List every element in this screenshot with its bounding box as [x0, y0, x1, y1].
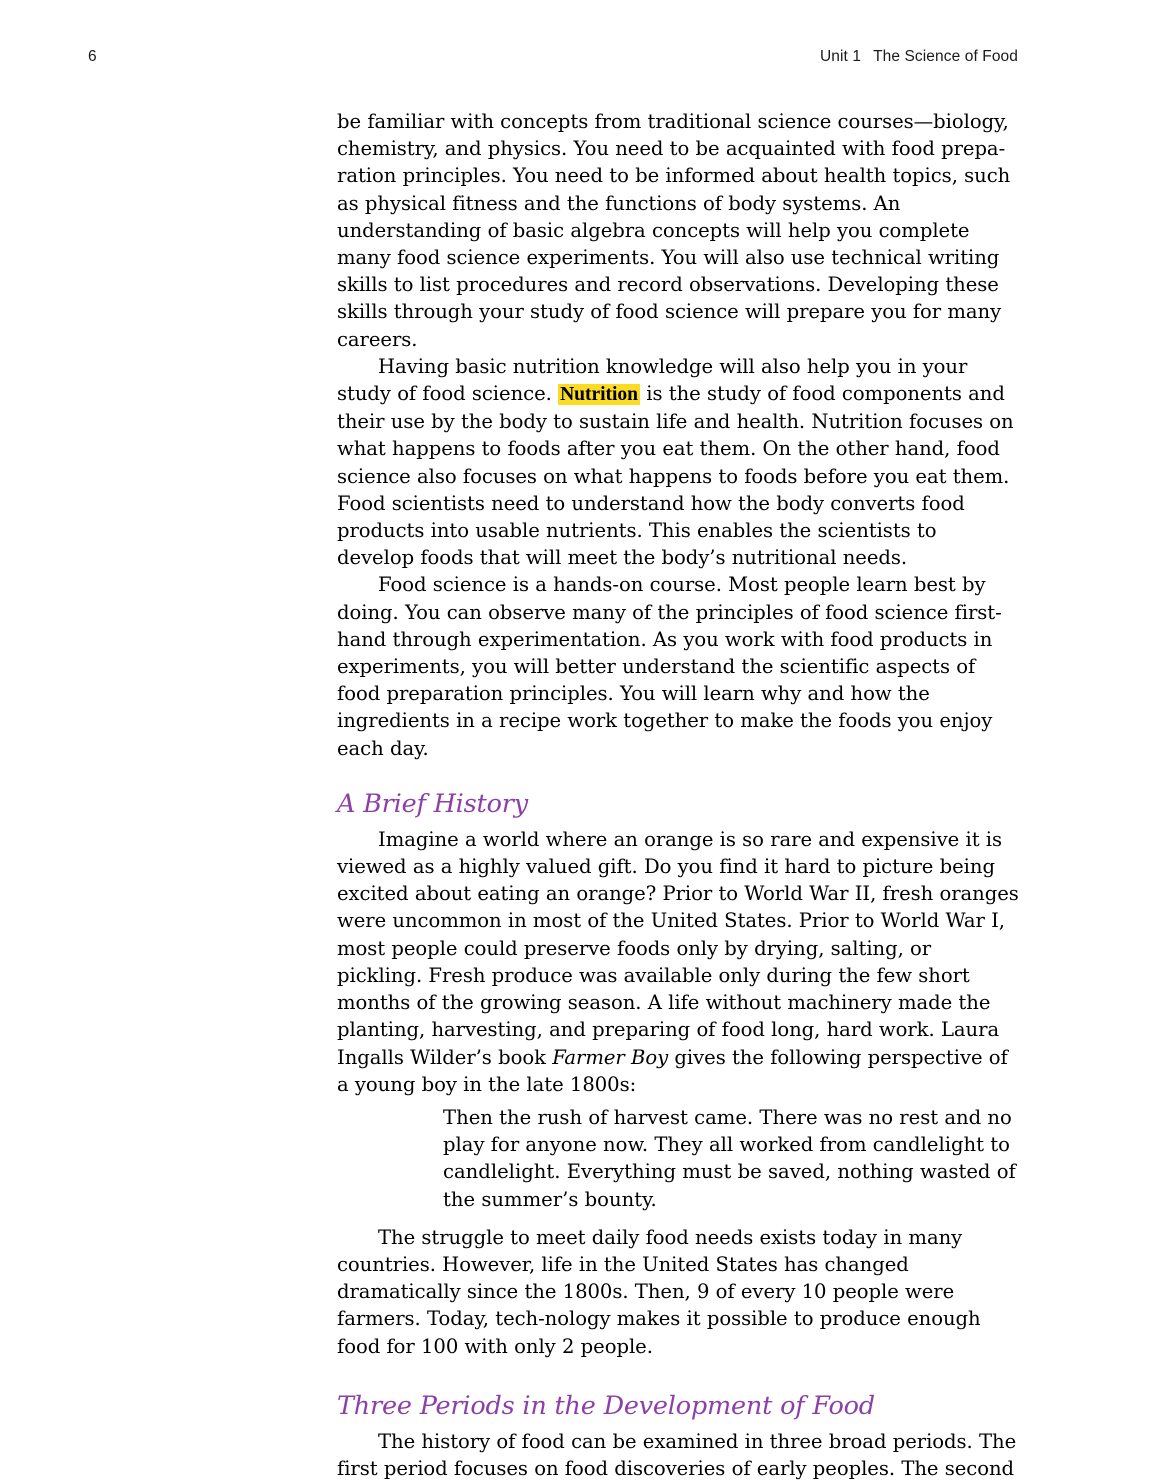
paragraph-nutrition-text-after: is the study of food components and their use by the body to sustain life and health. Nutrition focuses on what happens to foods after you eat them. On the other hand, food science also focuses on what happens to foods before you eat them. Food scientists need to understand how the body converts food products into usable nutrients. This enables the scientists to develop foods that will meet the body’s nutritional needs. [337, 382, 1014, 570]
paragraph-history-text-b: gives the following perspective of a young boy in the late 1800s: [337, 1045, 1008, 1096]
key-term-highlight: Nutrition [560, 384, 639, 406]
block-quote [337, 1104, 1019, 1213]
paragraph-history-text-a: Imagine a world where an orange is so rare and expensive it is viewed as a highly valued gift. Do you find it hard to picture being excited about eating an orange? Prior to World War II, fresh oranges were uncommon in most of the United States. Prior to World War I, most people could preserve foods only by drying, salting, or pickling. Fresh produce was available only during the few short months of the growing season. A life without machinery made the planting, harvesting, and preparing of food long, hard work. Laura Ingalls Wilder’s book [337, 827, 1019, 1069]
block-quote-text: Then the rush of harvest came. There was no rest and no play for anyone now. They all worked from candlelight to candlelight. Everything must be saved, nothing wasted of the summer’s bounty. [443, 1105, 1016, 1211]
page-number: 6 [88, 48, 97, 65]
running-head [88, 48, 1018, 72]
unit-title: The Science of Food [873, 48, 1018, 65]
paragraph-history-intro [337, 826, 1019, 1098]
paragraph-hands-on: Food science is a hands-on course. Most people learn best by doing. You can observe many of the principles of food science first-hand through experimentation. As you work with food products in experiments, you will better understand the scientific aspects of food preparation principles. You will learn why and how the ingredients in a recipe work together to make the foods you enjoy each day. [337, 573, 1002, 760]
paragraph-continued: be familiar with concepts from traditional science courses—biology, chemistry, and physics. You need to be acquainted with food prepa-ration principles. You need to be informed about health topics, such as physical fitness and the functions of body systems. An understanding of basic algebra concepts will help you complete many food science experiments. You will also use technical writing skills to list procedures and record observations. Developing these skills through your study of food science will prepare you for many careers. [337, 110, 1011, 351]
heading-a-brief-history: A Brief History [337, 788, 528, 819]
text-column [337, 108, 1019, 1482]
heading-three-periods: Three Periods in the Development of Food [337, 1390, 875, 1421]
unit-label: Unit 1 [819, 48, 862, 65]
spacer [337, 1213, 1019, 1224]
book-title-farmer-boy: Farmer Boy [552, 1045, 669, 1069]
paragraph-nutrition-text-before: Having basic nutrition knowledge will also help you in your study of food science. [337, 354, 968, 406]
paragraph-three-periods: The history of food can be examined in three broad periods. The first period focuses on food discoveries of early peoples. The second [337, 1429, 1017, 1480]
paragraph-struggle: The struggle to meet daily food needs exists today in many countries. However, life in the United States has changed dramatically since the 1800s. Then, 9 of every 10 people were farmers. Today, tech-nology makes it possible to produce enough food for 100 with only 2 people. [337, 1225, 981, 1358]
running-head-title-group [820, 48, 1018, 66]
paragraph-nutrition [337, 353, 1019, 572]
